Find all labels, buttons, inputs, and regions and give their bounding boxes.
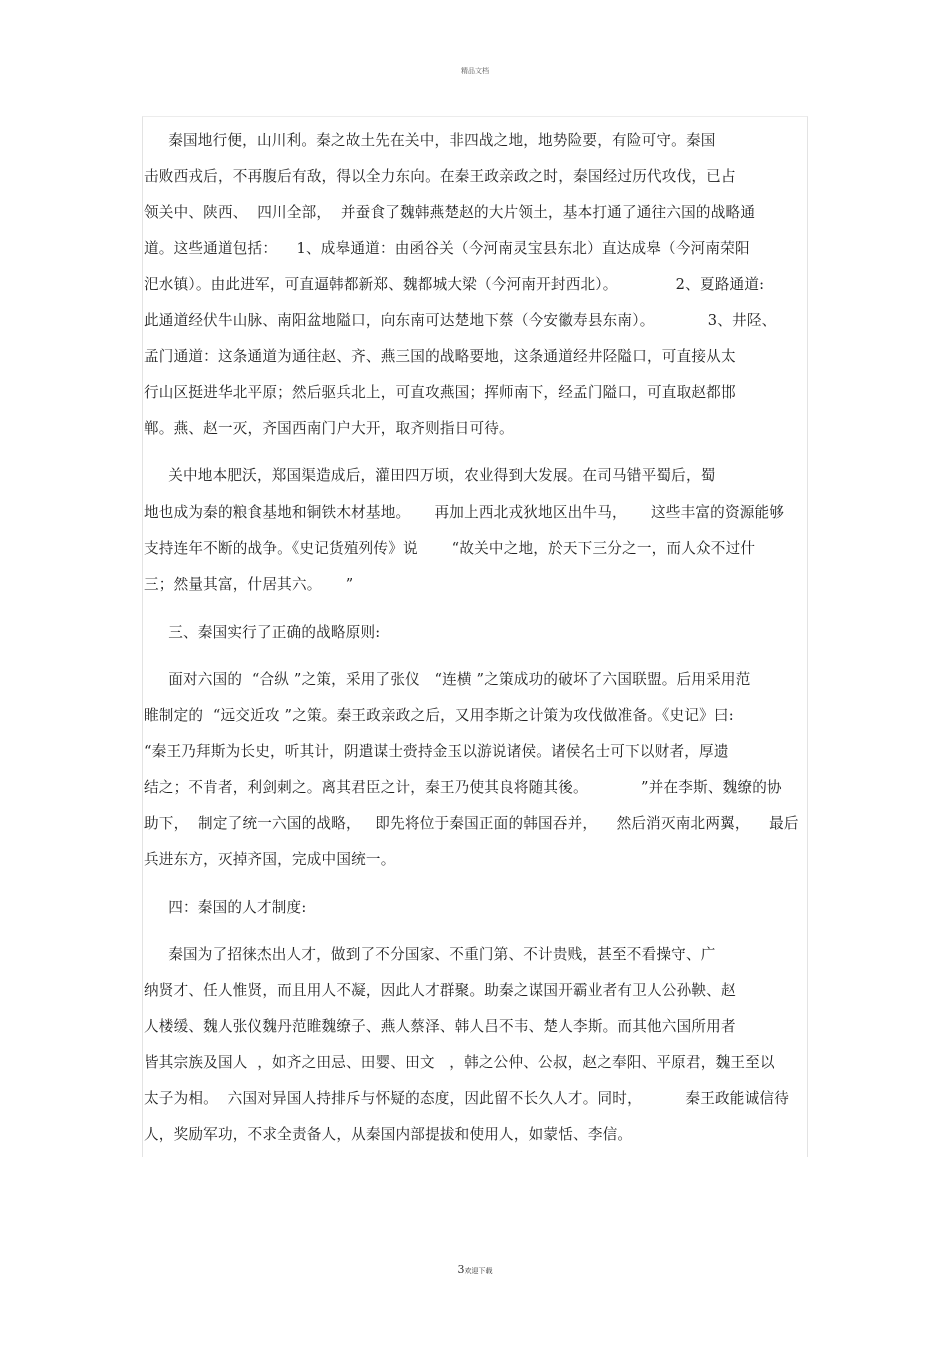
section-heading: 四：秦国的人才制度: [144, 899, 307, 916]
text-line: 郸。燕、赵一灭，齐国西南门户大开，取齐则指日可待。 [144, 420, 514, 437]
text-line: 道。这些通道包括： 1、成皋通道：由函谷关（今河南灵宝县东北）直达成皋（今河南荣阳 [144, 240, 750, 257]
text-line: 击败西戎后，不再腹后有敌，得以全力东向。在秦王政亲政之时，秦国经过历代攻伐，已占 [144, 168, 736, 185]
text-line: 地也成为秦的粮食基地和铜铁木材基地。 再加上西北戎狄地区出牛马， 这些丰富的资源能够 [144, 504, 785, 521]
text-line: 秦国为了招徕杰出人才，做到了不分国家、不重门第、不计贵贱，甚至不看操守、广 [144, 946, 716, 963]
text-line: 此通道经伏牛山脉、南阳盆地隘口，向东南可达楚地下蔡（今安徽寿县东南）。 3、井陉、 [144, 312, 777, 329]
text-line: “秦王乃拜斯为长史，听其计，阴遣谋士赍持金玉以游说诸侯。诸侯名士可下以财者，厚遗 [144, 743, 729, 760]
text-line: 结之；不肯者，利剑刺之。离其君臣之计，秦王乃使其良将随其後。 ”并在李斯、魏缭的协 [144, 779, 782, 796]
text-line: 睢制定的 “远交近攻 ”之策。秦王政亲政之后，又用李斯之计策为攻伐做准备。《史记》曰: [144, 707, 734, 724]
text-line: 纳贤才、任人惟贤，而且用人不凝，因此人才群聚。助秦之谋国开霸业者有卫人公孙鞅、赵 [144, 982, 736, 999]
text-line: 兵进东方，灭掉齐国，完成中国统一。 [144, 851, 396, 868]
text-line: 行山区挺进华北平原；然后驱兵北上，可直攻燕国；挥师南下，经孟门隘口，可直取赵都邯 [144, 384, 736, 401]
section-heading: 三、秦国实行了正确的战略原则: [144, 624, 381, 641]
text-line: 助下， 制定了统一六国的战略， 即先将位于秦国正面的韩国吞并， 然后消灭南北两翼， 最后 [144, 815, 799, 832]
text-line: 人，奖励军功，不求全责备人，从秦国内部提拔和使用人，如蒙恬、李信。 [144, 1126, 633, 1143]
text-line: 秦国地行便，山川利。秦之故土先在关中，非四战之地，地势险要，有险可守。秦国 [144, 132, 716, 149]
page-header: 精品文档 [461, 67, 489, 75]
text-line: 皆其宗族及国人 ，如齐之田忌、田婴、田文 ，韩之公仲、公叔，赵之奉阳、平原君，魏王至以 [144, 1054, 775, 1071]
footer-caption: 欢迎下载 [464, 1267, 493, 1275]
text-line: 关中地本肥沃，郑国渠造成后，灌田四万顷，农业得到大发展。在司马错平蜀后，蜀 [144, 467, 716, 484]
page-number: 3 [457, 1263, 465, 1276]
text-line: 汜水镇）。由此进军，可直逼韩都新郑、魏都城大梁（今河南开封西北）。 2、夏路通道: [144, 276, 765, 293]
text-line: 人楼缓、魏人张仪魏丹范睢魏缭子、燕人蔡泽、韩人吕不韦、楚人李斯。而其他六国所用者 [144, 1018, 736, 1035]
text-line: 领关中、陕西、 四川全部， 并蚕食了魏韩燕楚赵的大片领土，基本打通了通往六国的战略通 [144, 204, 756, 221]
page-footer [0, 1263, 950, 1276]
text-line: 支持连年不断的战争。《史记货殖列传》说 “故关中之地，於天下三分之一，而人众不过什 [144, 540, 756, 557]
text-line: 太子为相。 六国对异国人持排斥与怀疑的态度，因此留不长久人才。同时， 秦王政能诚信待 [144, 1090, 789, 1107]
text-line: 三；然量其富，什居其六。 ” [144, 576, 354, 593]
text-line: 孟门通道：这条通道为通往赵、齐、燕三国的战略要地，这条通道经井陉隘口，可直接从太 [144, 348, 736, 365]
text-line: 面对六国的 “合纵 ”之策，采用了张仪 “连横 ”之策成功的破坏了六国联盟。后用采用范 [144, 671, 751, 688]
